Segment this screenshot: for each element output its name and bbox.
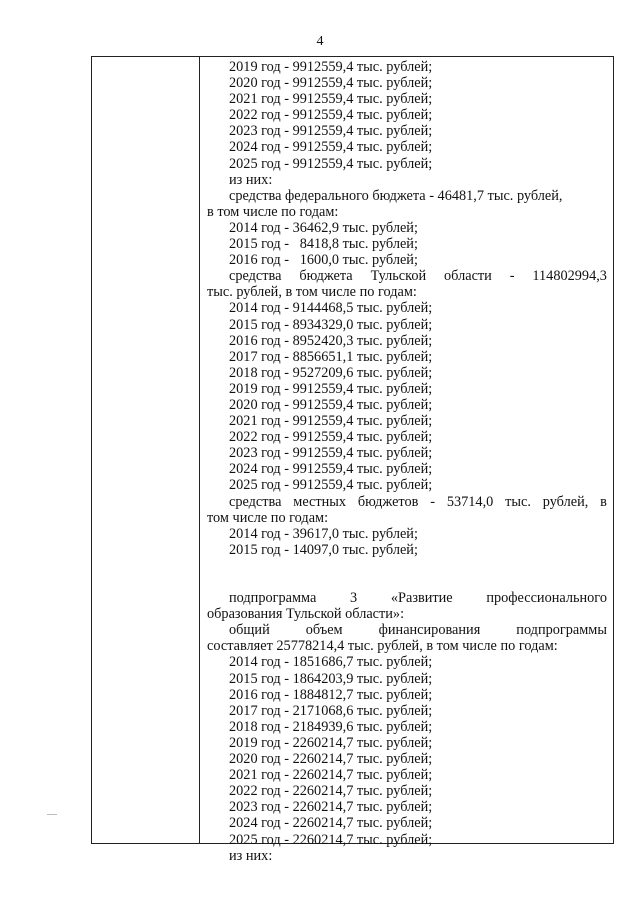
year-line: 2015 год - 8418,8 тыс. рублей; [229, 236, 418, 253]
word: финансирования [378, 622, 481, 639]
year-line: 2022 год - 9912559,4 тыс. рублей; [229, 429, 433, 446]
year-line: 2015 год - 1864203,9 тыс. рублей; [229, 670, 433, 687]
year-line: 2016 год - 1600,0 тыс. рублей; [229, 252, 418, 269]
year-line: 2021 год - 2260214,7 тыс. рублей; [229, 767, 433, 784]
financing-cell-content [207, 59, 607, 864]
blank-spacer [207, 558, 607, 574]
local-budget-total [207, 494, 607, 510]
word: 3 [350, 590, 358, 607]
page-number: 4 [316, 34, 324, 49]
subprogram-3-block [207, 590, 607, 864]
year-line: 2024 год - 9912559,4 тыс. рублей; [229, 461, 433, 478]
word: средства [229, 268, 282, 285]
word: подпрограмма [229, 590, 317, 607]
year-line: 2020 год - 9912559,4 тыс. рублей; [229, 396, 433, 413]
word: Тульской [370, 268, 427, 285]
blank-spacer [207, 574, 607, 590]
years-block-a [207, 59, 607, 188]
subprogram-title-cont: образования Тульской области»: [207, 606, 405, 623]
word: тыс. [505, 493, 531, 510]
word: подпрограммы [516, 622, 607, 639]
year-line: 2019 год - 9912559,4 тыс. рублей; [229, 59, 433, 75]
word: - [509, 268, 515, 285]
local-budget-block [207, 494, 607, 558]
subprogram-title [207, 590, 607, 606]
subprogram-total-cont: составляет 25778214,4 тыс. рублей, в том числе по годам: [207, 638, 558, 655]
year-line: 2015 год - 8934329,0 тыс. рублей; [229, 316, 433, 333]
year-line: 2014 год - 39617,0 тыс. рублей; [229, 525, 418, 542]
year-line: 2024 год - 9912559,4 тыс. рублей; [229, 139, 433, 156]
subprogram-total [207, 622, 607, 638]
year-line: 2022 год - 2260214,7 тыс. рублей; [229, 783, 433, 800]
year-line: 2019 год - 2260214,7 тыс. рублей; [229, 734, 433, 751]
year-line: 2025 год - 9912559,4 тыс. рублей; [229, 477, 433, 494]
year-line: 2024 год - 2260214,7 тыс. рублей; [229, 815, 433, 832]
word: 114802994,3 [532, 268, 607, 285]
year-line: 2020 год - 2260214,7 тыс. рублей; [229, 751, 433, 768]
year-line: 2015 год - 14097,0 тыс. рублей; [229, 541, 418, 558]
year-line: 2016 год - 8952420,3 тыс. рублей; [229, 332, 433, 349]
year-line: 2014 год - 36462,9 тыс. рублей; [229, 219, 418, 236]
year-line: 2014 год - 1851686,7 тыс. рублей; [229, 654, 433, 671]
word: бюджета [299, 268, 353, 285]
year-line: 2023 год - 2260214,7 тыс. рублей; [229, 799, 433, 816]
regional-budget-block [207, 268, 607, 493]
word: 53714,0 [446, 493, 494, 510]
year-line: 2017 год - 8856651,1 тыс. рублей; [229, 348, 433, 365]
year-line: 2018 год - 2184939,6 тыс. рублей; [229, 718, 433, 735]
year-line: 2025 год - 2260214,7 тыс. рублей; [229, 831, 433, 848]
word: профессионального [486, 590, 607, 607]
local-budget-subtitle: том числе по годам: [207, 509, 329, 526]
word: общий [229, 622, 270, 639]
word: объем [305, 622, 343, 639]
federal-budget-block [207, 188, 607, 268]
word: средства [229, 493, 282, 510]
year-line: 2025 год - 9912559,4 тыс. рублей; [229, 155, 433, 172]
word: бюджетов [357, 493, 419, 510]
year-line: 2014 год - 9144468,5 тыс. рублей; [229, 300, 433, 317]
year-line: 2021 год - 9912559,4 тыс. рублей; [229, 91, 433, 108]
regional-budget-subtitle: тыс. рублей, в том числе по годам: [207, 284, 417, 301]
year-line: 2023 год - 9912559,4 тыс. рублей; [229, 123, 433, 140]
year-line: 2020 год - 9912559,4 тыс. рублей; [229, 75, 433, 92]
of-which-label: из них: [229, 847, 273, 864]
federal-budget-subtitle: в том числе по годам: [207, 203, 339, 220]
word: - [430, 493, 435, 510]
word: местных [293, 493, 347, 510]
regional-budget-total [207, 268, 607, 284]
year-line: 2023 год - 9912559,4 тыс. рублей; [229, 445, 433, 462]
word: области [444, 268, 492, 285]
year-line: 2021 год - 9912559,4 тыс. рублей; [229, 413, 433, 430]
column-divider [199, 57, 200, 843]
financing-table [91, 56, 614, 864]
year-line: 2019 год - 9912559,4 тыс. рублей; [229, 380, 433, 397]
word: «Развитие [390, 590, 453, 607]
year-line: 2022 год - 9912559,4 тыс. рублей; [229, 107, 433, 124]
year-line: 2018 год - 9527209,6 тыс. рублей; [229, 364, 433, 381]
scan-artifact [47, 814, 57, 815]
year-line: 2016 год - 1884812,7 тыс. рублей; [229, 686, 433, 703]
year-line: 2017 год - 2171068,6 тыс. рублей; [229, 702, 433, 719]
of-which-label: из них: [229, 171, 273, 188]
word: рублей, [542, 493, 589, 510]
word: в [600, 493, 607, 510]
federal-budget-total: средства федерального бюджета - 46481,7 тыс. рублей, [229, 187, 563, 204]
